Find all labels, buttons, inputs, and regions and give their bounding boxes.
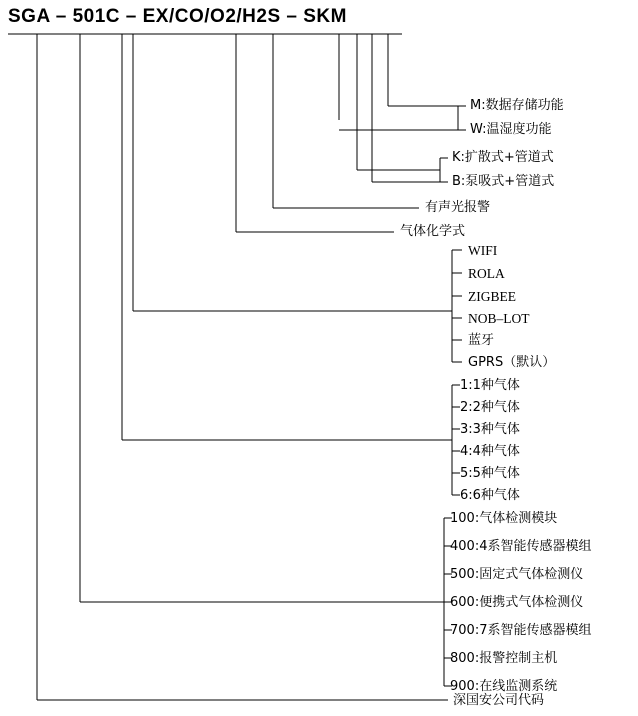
label-gas-count-3: 3:3种气体 [460,422,520,437]
label-series-400: 400:4系智能传感器模组 [450,539,592,554]
label-sampling-b: B:泵吸式+管道式 [452,174,555,189]
label-gas-count-2: 2:2种气体 [460,400,520,415]
label-comm-nob-lot: NOB–LOT [468,311,530,326]
page-title: SGA – 501C – EX/CO/O2/H2S – SKM [8,6,347,27]
label-gas-count-6: 6:6种气体 [460,488,520,503]
label-series-500: 500:固定式气体检测仪 [450,567,584,582]
label-company-code: 深国安公司代码 [453,693,545,708]
label-comm-rola: ROLA [468,266,505,281]
label-comm-bluetooth: 蓝牙 [468,333,495,348]
label-comm-gprs: GPRS（默认） [468,355,556,370]
label-gas-count-1: 1:1种气体 [460,378,520,393]
label-gas-count-4: 4:4种气体 [460,444,520,459]
label-series-900: 900:在线监测系统 [450,679,558,694]
label-function-m: M:数据存储功能 [470,98,564,113]
label-comm-zigbee: ZIGBEE [468,289,516,304]
label-gas-formula: 气体化学式 [400,224,466,239]
label-sampling-k: K:扩散式+管道式 [452,150,554,165]
label-comm-wifi: WIFI [468,243,498,258]
label-function-w: W:温湿度功能 [470,122,552,137]
label-alarm: 有声光报警 [425,200,491,215]
label-series-100: 100:气体检测模块 [450,511,558,526]
label-series-800: 800:报警控制主机 [450,651,558,666]
label-series-600: 600:便携式气体检测仪 [450,595,584,610]
label-gas-count-5: 5:5种气体 [460,466,520,481]
label-series-700: 700:7系智能传感器模组 [450,623,592,638]
